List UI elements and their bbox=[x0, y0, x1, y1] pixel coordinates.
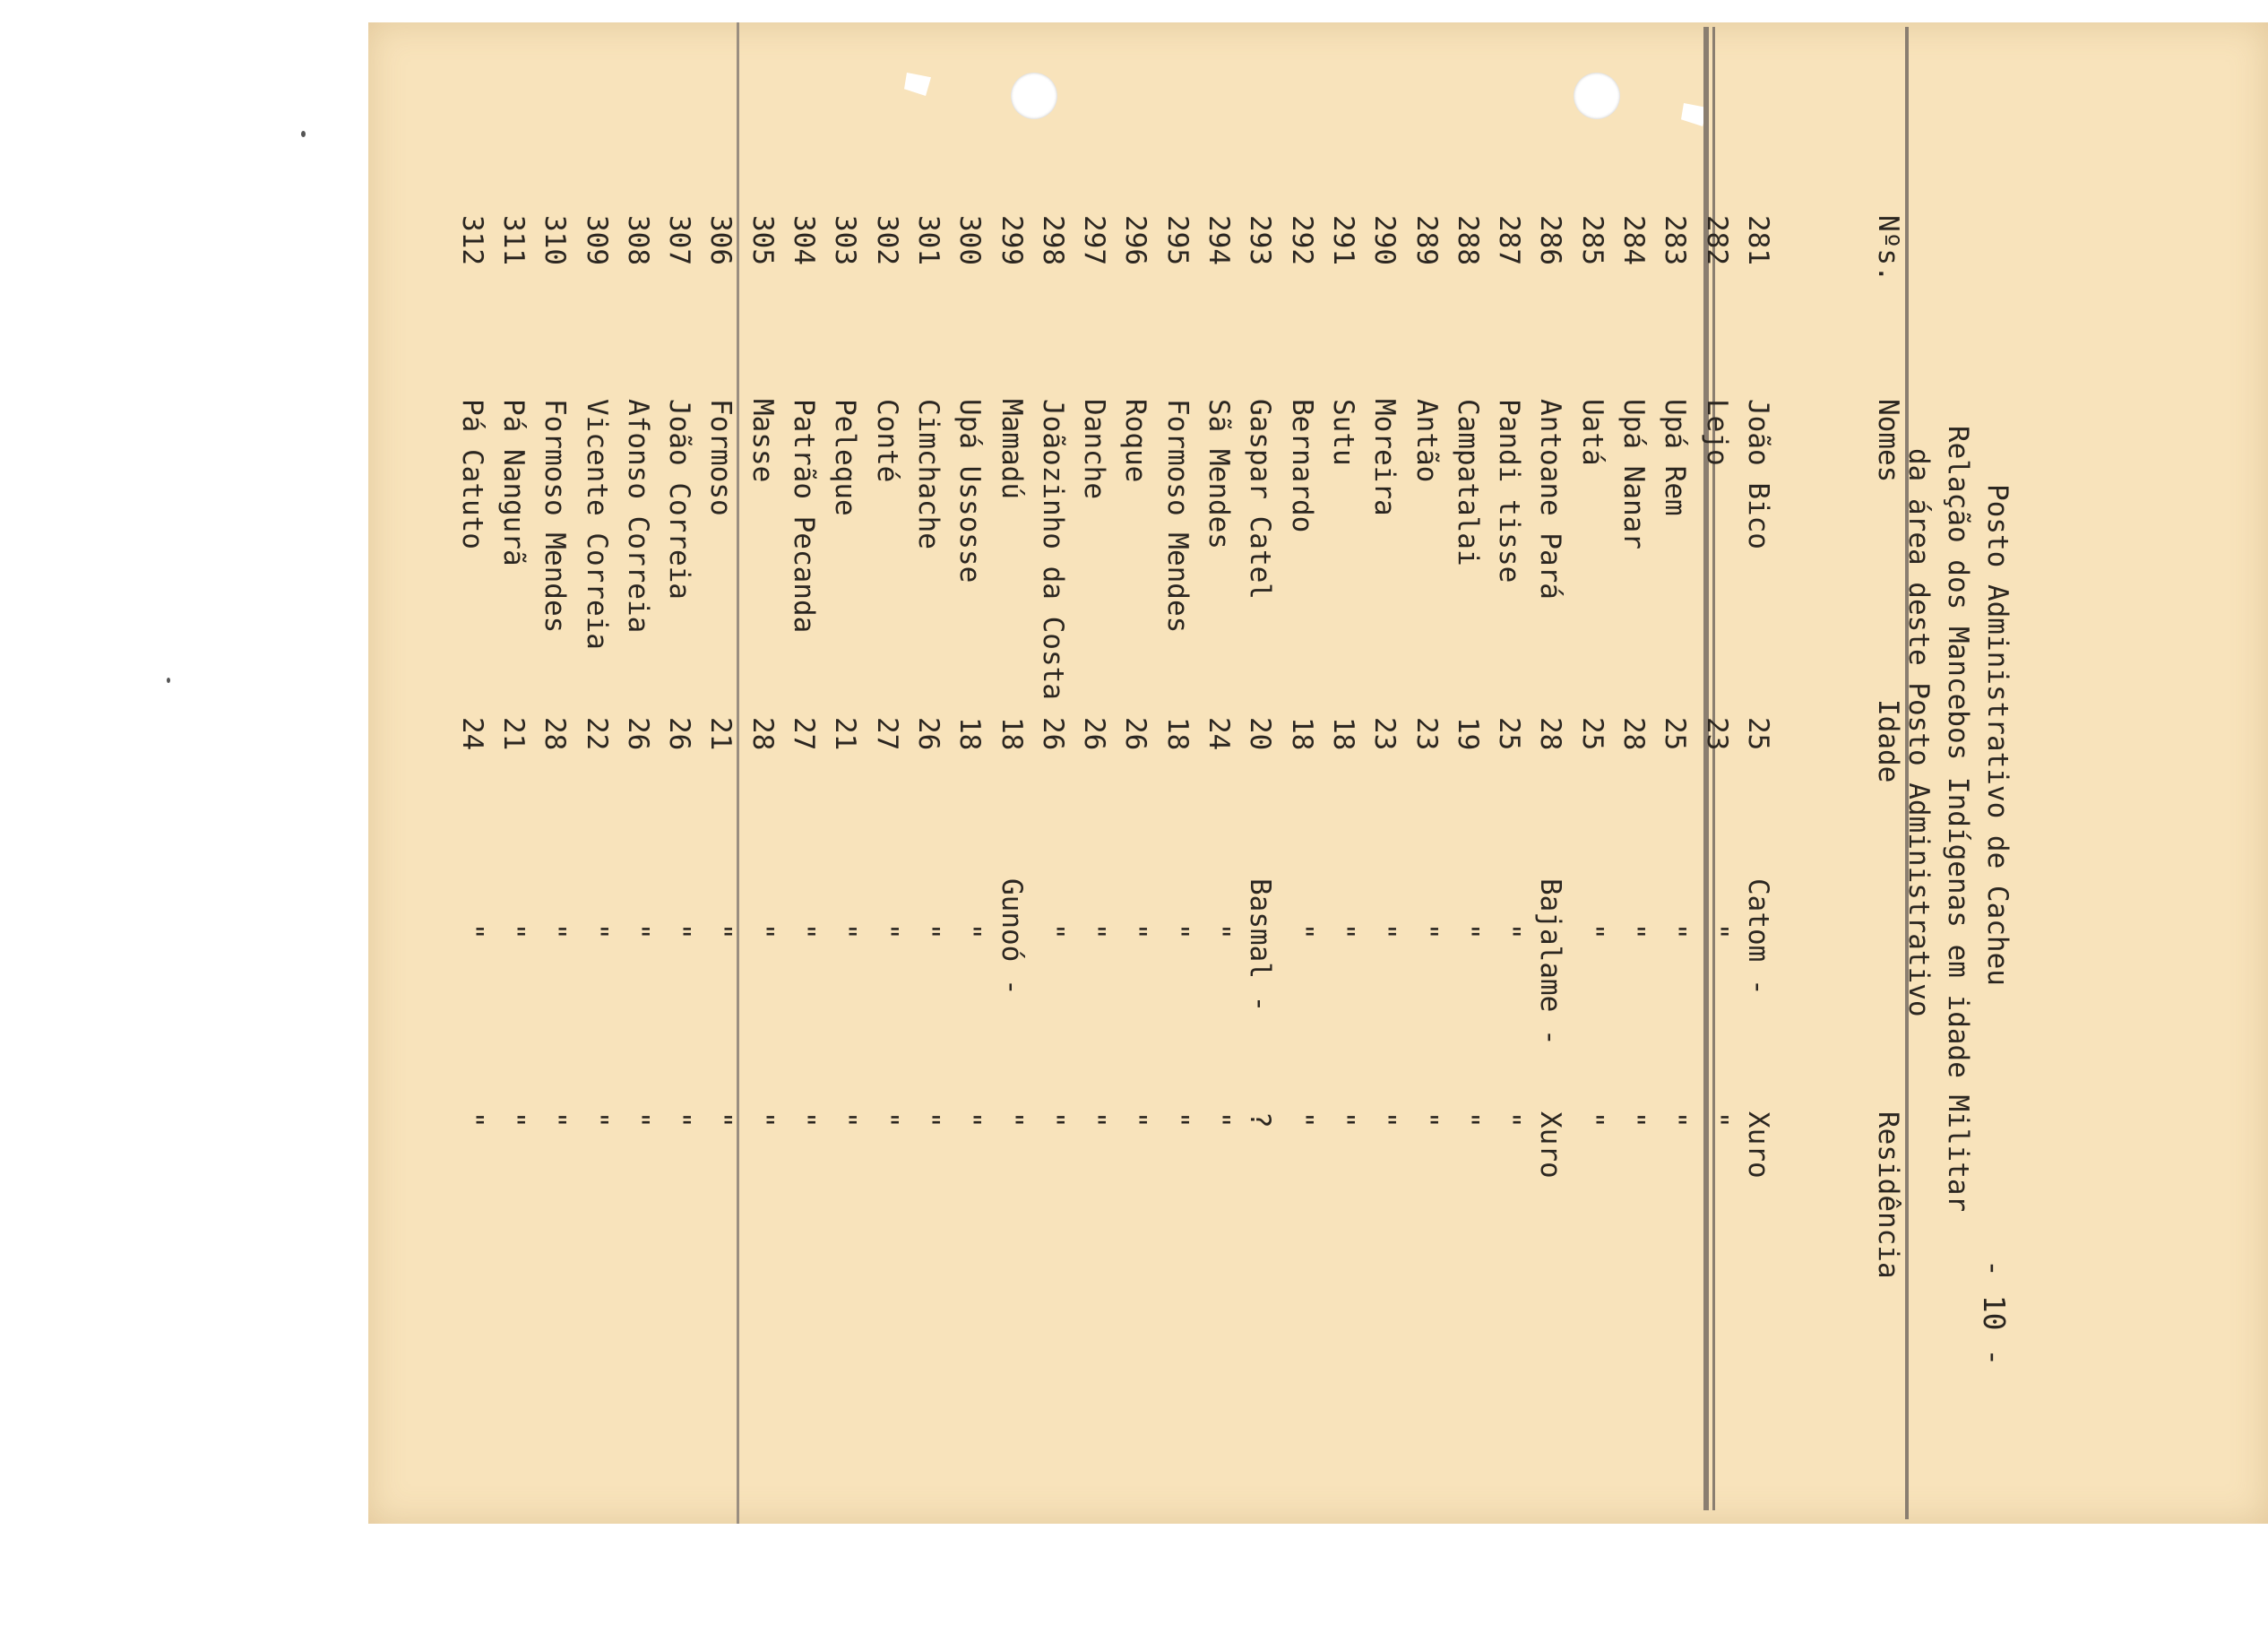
record-age: 20 bbox=[1244, 717, 1277, 751]
record-name: Sutu bbox=[1327, 399, 1359, 466]
record-residence: " bbox=[580, 923, 613, 940]
col-head-idade: Idade bbox=[1872, 699, 1904, 783]
record-number: 304 bbox=[788, 215, 821, 265]
record-residence-region: " bbox=[1327, 1111, 1359, 1128]
record-name: Joãozinho da Costa bbox=[1036, 399, 1069, 700]
record-residence-region: " bbox=[912, 1111, 944, 1128]
record-age: 25 bbox=[1742, 717, 1774, 751]
record-age: 18 bbox=[995, 717, 1028, 751]
record-residence: " bbox=[455, 923, 488, 940]
title-line-1: Posto Administrativo de Cacheu bbox=[1981, 484, 2014, 986]
record-age: 21 bbox=[497, 717, 530, 751]
record-name: Antoane Pará bbox=[1534, 399, 1567, 600]
record-residence-region: " bbox=[829, 1111, 862, 1128]
record-residence-region: " bbox=[1078, 1111, 1111, 1128]
record-name: Upá Nanar bbox=[1617, 399, 1651, 549]
record-age: 26 bbox=[1078, 717, 1111, 751]
record-number: 312 bbox=[455, 215, 488, 265]
record-residence: " bbox=[1451, 923, 1484, 940]
record-name: Mamadú bbox=[995, 399, 1028, 499]
record-age: 28 bbox=[539, 717, 572, 751]
record-number: 301 bbox=[912, 215, 944, 265]
record-name: Upá Rem bbox=[1659, 399, 1692, 516]
record-number: 285 bbox=[1575, 215, 1608, 265]
record-age: 24 bbox=[455, 717, 488, 751]
record-age: 25 bbox=[1659, 717, 1692, 751]
record-residence: " bbox=[1617, 923, 1651, 940]
record-residence-region: " bbox=[580, 1111, 613, 1128]
page-number: - 10 - bbox=[1977, 1259, 2012, 1367]
record-age: 18 bbox=[1327, 717, 1359, 751]
record-number: 289 bbox=[1410, 215, 1443, 265]
record-age: 19 bbox=[1451, 717, 1484, 751]
record-age: 25 bbox=[1493, 717, 1526, 751]
record-residence-region: " bbox=[1160, 1111, 1194, 1128]
record-residence: Gunoó - bbox=[995, 878, 1028, 1013]
record-name: Uatá bbox=[1575, 399, 1608, 466]
punch-hole bbox=[1011, 73, 1057, 119]
record-name: Masse bbox=[746, 399, 779, 483]
record-residence-region: " bbox=[1368, 1111, 1401, 1128]
record-residence-region: " bbox=[663, 1111, 696, 1128]
record-residence: " bbox=[1160, 923, 1194, 940]
record-number: 286 bbox=[1534, 215, 1567, 265]
record-residence-region: " bbox=[497, 1111, 530, 1128]
title-line-3: da área deste Posto Administrativo bbox=[1902, 448, 1935, 1017]
record-age: 23 bbox=[1368, 717, 1401, 751]
record-name: Lejo bbox=[1700, 399, 1733, 466]
record-number: 283 bbox=[1659, 215, 1692, 265]
record-age: 26 bbox=[663, 717, 696, 751]
record-number: 308 bbox=[621, 215, 654, 265]
scan-speck bbox=[167, 678, 170, 683]
record-name: Pá Nangurã bbox=[497, 399, 530, 566]
record-number: 281 bbox=[1742, 215, 1774, 265]
record-residence-region: " bbox=[1700, 1111, 1733, 1128]
record-residence-region: Xuro bbox=[1742, 1111, 1774, 1179]
record-name: João Correia bbox=[663, 399, 696, 600]
record-residence: " bbox=[746, 923, 779, 940]
record-residence: Catom - bbox=[1742, 878, 1774, 1013]
punch-hole bbox=[1574, 73, 1620, 119]
record-name: Antão bbox=[1410, 399, 1443, 483]
record-residence-region: " bbox=[1617, 1111, 1651, 1128]
record-name: Formoso Mendes bbox=[1160, 399, 1194, 634]
record-name: Patrão Pecanda bbox=[788, 399, 821, 634]
record-age: 26 bbox=[912, 717, 944, 751]
record-residence-region: " bbox=[704, 1111, 737, 1128]
record-residence-region: " bbox=[995, 1111, 1028, 1128]
record-name: Formoso bbox=[704, 399, 737, 516]
record-number: 292 bbox=[1285, 215, 1318, 265]
record-name: Cimchache bbox=[912, 399, 944, 549]
record-residence: " bbox=[1203, 923, 1236, 940]
record-age: 22 bbox=[580, 717, 613, 751]
record-residence: " bbox=[1078, 923, 1111, 940]
record-name: Upá Ussosse bbox=[953, 399, 987, 583]
record-name: Pandi tisse bbox=[1493, 399, 1526, 583]
record-residence: Bajalame - bbox=[1534, 878, 1567, 1063]
record-number: 284 bbox=[1617, 215, 1651, 265]
record-residence: " bbox=[1493, 923, 1526, 940]
record-name: Pá Catuto bbox=[455, 399, 488, 549]
record-number: 310 bbox=[539, 215, 572, 265]
record-residence: " bbox=[497, 923, 530, 940]
record-residence-region: " bbox=[621, 1111, 654, 1128]
record-name: Formoso Mendes bbox=[539, 399, 572, 634]
record-residence-region: " bbox=[1451, 1111, 1484, 1128]
record-name: Afonso Correia bbox=[621, 399, 654, 634]
record-number: 288 bbox=[1451, 215, 1484, 265]
record-residence: Basmal - bbox=[1244, 878, 1277, 1029]
col-head-num: Nºs. bbox=[1872, 215, 1904, 282]
record-residence: " bbox=[663, 923, 696, 940]
record-residence-region: " bbox=[1659, 1111, 1692, 1128]
record-number: 282 bbox=[1700, 215, 1733, 265]
record-number: 291 bbox=[1327, 215, 1359, 265]
record-name: Campatalai bbox=[1451, 399, 1484, 566]
record-name: Vicente Correia bbox=[580, 399, 613, 650]
rotated-document-content bbox=[412, 215, 2014, 1398]
record-residence: " bbox=[1575, 923, 1608, 940]
record-number: 297 bbox=[1078, 215, 1111, 265]
record-residence: " bbox=[704, 923, 737, 940]
record-age: 18 bbox=[953, 717, 987, 751]
record-name: Moreira bbox=[1368, 399, 1401, 516]
record-residence: " bbox=[1327, 923, 1359, 940]
record-residence-region: " bbox=[746, 1111, 779, 1128]
record-residence: " bbox=[870, 923, 903, 940]
record-residence: " bbox=[1700, 923, 1733, 940]
record-age: 26 bbox=[621, 717, 654, 751]
record-name: Gaspar Catel bbox=[1244, 399, 1277, 600]
record-number: 311 bbox=[497, 215, 530, 265]
record-residence-region: " bbox=[1493, 1111, 1526, 1128]
record-residence-region: " bbox=[1575, 1111, 1608, 1128]
column-headers bbox=[1867, 215, 1904, 1398]
record-residence: " bbox=[539, 923, 572, 940]
record-age: 28 bbox=[1534, 717, 1567, 751]
record-number: 294 bbox=[1203, 215, 1236, 265]
record-age: 18 bbox=[1285, 717, 1318, 751]
record-residence: " bbox=[1285, 923, 1318, 940]
record-name: Roque bbox=[1119, 399, 1152, 483]
record-number: 299 bbox=[995, 215, 1028, 265]
record-residence-region: " bbox=[1203, 1111, 1236, 1128]
record-residence-region: " bbox=[1036, 1111, 1069, 1128]
record-age: 21 bbox=[829, 717, 862, 751]
title-line-2: Relação dos Mancebos Indígenas em idade Militar bbox=[1942, 426, 1974, 1213]
record-residence: " bbox=[953, 923, 987, 940]
record-number: 307 bbox=[663, 215, 696, 265]
record-name: João Bico bbox=[1742, 399, 1774, 549]
record-number: 309 bbox=[580, 215, 613, 265]
record-age: 27 bbox=[870, 717, 903, 751]
record-residence-region: Xuro bbox=[1534, 1111, 1567, 1179]
record-residence-region: " bbox=[870, 1111, 903, 1128]
scan-speck bbox=[301, 131, 306, 137]
record-age: 26 bbox=[1036, 717, 1069, 751]
record-number: 287 bbox=[1493, 215, 1526, 265]
record-residence: " bbox=[829, 923, 862, 940]
record-age: 27 bbox=[788, 717, 821, 751]
record-age: 26 bbox=[1119, 717, 1152, 751]
record-age: 28 bbox=[1617, 717, 1651, 751]
record-residence: " bbox=[788, 923, 821, 940]
record-residence: " bbox=[1410, 923, 1443, 940]
record-residence: " bbox=[912, 923, 944, 940]
torn-paper-mark bbox=[904, 73, 931, 96]
record-residence-region: " bbox=[455, 1111, 488, 1128]
record-residence-region: " bbox=[539, 1111, 572, 1128]
record-residence-region: " bbox=[953, 1111, 987, 1128]
record-number: 293 bbox=[1244, 215, 1277, 265]
record-age: 23 bbox=[1700, 717, 1733, 751]
record-residence: " bbox=[621, 923, 654, 940]
record-name: Sã Mendes bbox=[1203, 399, 1236, 549]
record-residence-region: ? bbox=[1244, 1111, 1277, 1128]
record-residence: " bbox=[1659, 923, 1692, 940]
record-residence: " bbox=[1368, 923, 1401, 940]
record-number: 290 bbox=[1368, 215, 1401, 265]
record-number: 303 bbox=[829, 215, 862, 265]
record-residence: " bbox=[1036, 923, 1069, 940]
col-head-nomes: Nomes bbox=[1872, 399, 1904, 483]
record-number: 302 bbox=[870, 215, 903, 265]
record-name: Peleque bbox=[829, 399, 862, 516]
record-number: 295 bbox=[1160, 215, 1194, 265]
col-head-residencia: Residência bbox=[1872, 1111, 1904, 1279]
record-age: 28 bbox=[746, 717, 779, 751]
record-name: Bernardo bbox=[1285, 399, 1318, 533]
record-number: 298 bbox=[1036, 215, 1069, 265]
record-name: Danche bbox=[1078, 399, 1111, 499]
record-age: 23 bbox=[1410, 717, 1443, 751]
record-age: 25 bbox=[1575, 717, 1608, 751]
record-name: Conté bbox=[870, 399, 903, 483]
record-residence-region: " bbox=[1119, 1111, 1152, 1128]
record-number: 305 bbox=[746, 215, 779, 265]
record-residence-region: " bbox=[1410, 1111, 1443, 1128]
record-number: 306 bbox=[704, 215, 737, 265]
record-residence-region: " bbox=[1285, 1111, 1318, 1128]
record-residence-region: " bbox=[788, 1111, 821, 1128]
record-number: 300 bbox=[953, 215, 987, 265]
record-residence: " bbox=[1119, 923, 1152, 940]
record-number: 296 bbox=[1119, 215, 1152, 265]
record-age: 24 bbox=[1203, 717, 1236, 751]
record-age: 21 bbox=[704, 717, 737, 751]
record-age: 18 bbox=[1160, 717, 1194, 751]
